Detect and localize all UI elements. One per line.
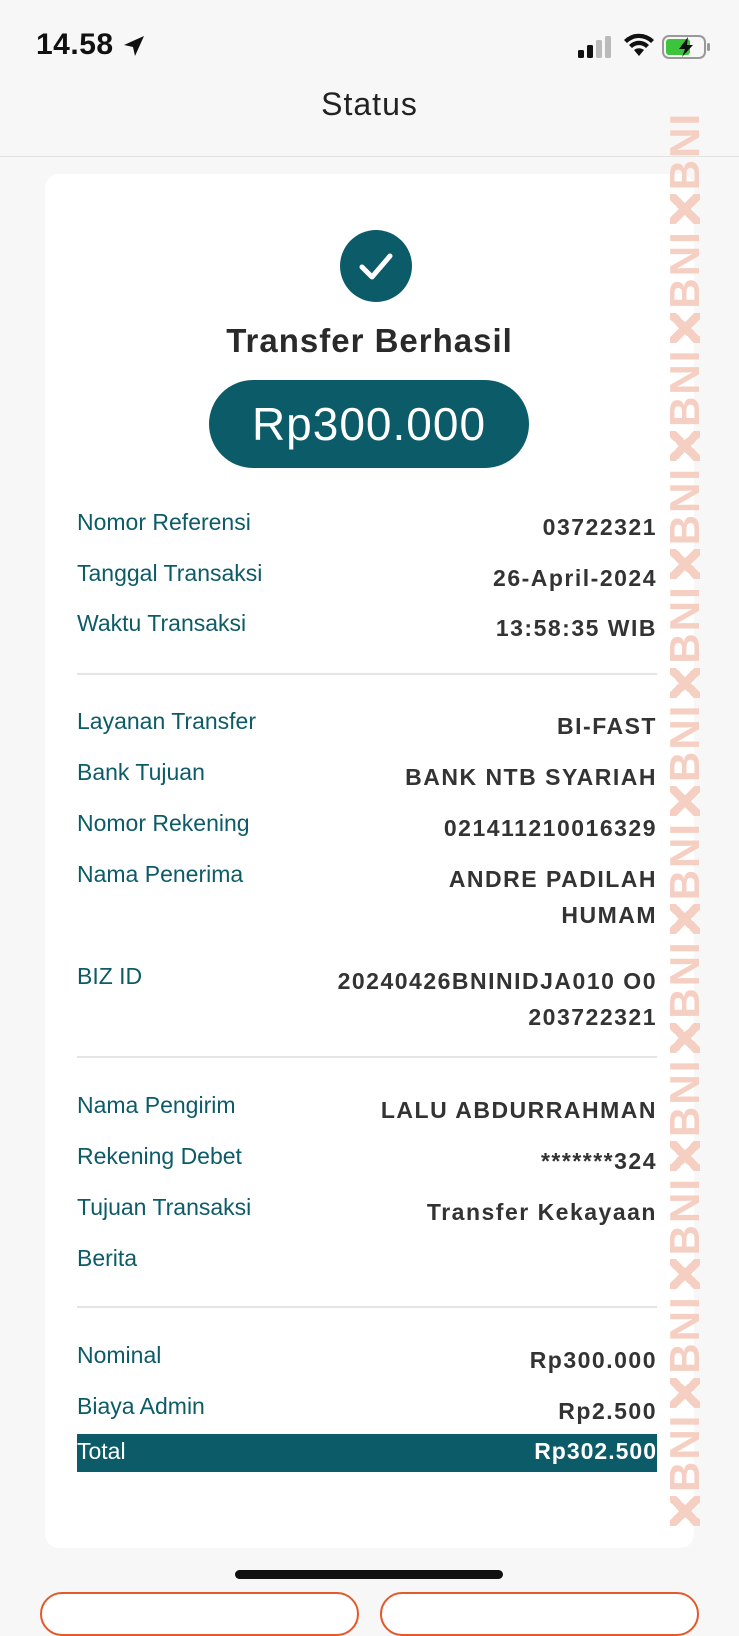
bni-watermark-text: BNI (661, 940, 708, 1019)
bni-logo-mark-icon (670, 431, 700, 461)
bni-watermark-text: BNI (661, 466, 708, 546)
bni-logo-mark-icon (670, 194, 700, 224)
detail-value: 20240426BNINIDJA010 O0203722321 (337, 968, 657, 1030)
detail-value: Transfer Kekayaan (426, 1199, 657, 1225)
detail-label: Tujuan Transaksi (77, 1194, 252, 1220)
bni-watermark-text: BNI (661, 703, 708, 782)
detail-value: ANDRE PADILAH HUMAM (448, 866, 657, 928)
divider (77, 1056, 657, 1058)
divider (77, 673, 657, 675)
total-value: Rp302.500 (534, 1438, 657, 1464)
bni-watermark-text: BNI (661, 348, 708, 427)
detail-label: Nomor Rekening (77, 810, 250, 836)
detail-value: Rp300.000 (529, 1347, 657, 1373)
detail-label: Berita (77, 1245, 138, 1271)
nav-header (0, 74, 739, 157)
home-indicator (235, 1570, 503, 1579)
detail-value: LALU ABDURRAHMAN (380, 1097, 657, 1123)
bni-logo-mark-icon (670, 1141, 700, 1171)
bni-watermark-text: BNI (661, 1058, 708, 1137)
detail-label: Layanan Transfer (77, 708, 257, 734)
bni-watermark-text: BNI (661, 111, 708, 191)
bni-watermark-text: BNI (661, 585, 708, 664)
bni-watermark-text: BNI (661, 1176, 708, 1256)
detail-label: BIZ ID (77, 963, 143, 989)
detail-value: 26-April-2024 (493, 565, 657, 591)
bni-logo-mark-icon (670, 904, 700, 934)
total-row (77, 1434, 657, 1472)
bni-logo-mark-icon (670, 1023, 700, 1053)
bni-logo-mark-icon (670, 786, 700, 816)
bni-watermark (645, 111, 725, 1532)
detail-value: 021411210016329 (443, 815, 657, 841)
detail-value: Rp2.500 (558, 1398, 657, 1424)
detail-value: 13:58:35 WIB (495, 615, 657, 641)
detail-label: Bank Tujuan (77, 759, 205, 785)
bottom-action-button-right[interactable] (380, 1592, 699, 1636)
bni-logo-mark-icon (670, 549, 700, 579)
detail-label: Nominal (77, 1342, 162, 1368)
bni-logo-mark-icon (670, 1378, 700, 1408)
divider (77, 1306, 657, 1308)
bni-watermark-text: BNI (661, 1295, 708, 1374)
detail-value: BANK NTB SYARIAH (405, 764, 657, 790)
detail-label: Nomor Referensi (77, 509, 251, 535)
detail-label: Tanggal Transaksi (77, 560, 263, 586)
bni-logo-mark-icon (670, 1259, 700, 1289)
page-title: Status (321, 86, 418, 122)
detail-value: *******324 (540, 1148, 657, 1174)
bni-logo-mark-icon (670, 668, 700, 698)
bni-watermark-text: BNI (661, 1413, 708, 1492)
detail-value: BI-FAST (557, 713, 657, 739)
bni-logo-mark-icon (670, 1496, 700, 1526)
receipt-card (45, 111, 708, 1548)
total-label: Total (77, 1438, 126, 1464)
clock: 14.58 (36, 28, 114, 61)
transfer-status-headline: Transfer Berhasil (226, 322, 513, 359)
detail-label: Nama Penerima (77, 861, 244, 887)
wifi-icon (622, 32, 656, 58)
battery-charging-icon (662, 34, 712, 60)
bni-watermark-text: BNI (661, 821, 708, 901)
detail-label: Biaya Admin (77, 1393, 205, 1419)
detail-label: Nama Pengirim (77, 1092, 236, 1118)
detail-label: Rekening Debet (77, 1143, 242, 1169)
cellular-signal-icon (578, 36, 614, 58)
detail-value: 03722321 (542, 514, 657, 540)
transfer-amount: Rp300.000 (209, 380, 529, 468)
location-arrow-icon (122, 34, 146, 58)
bni-watermark-text: BNI (661, 230, 708, 309)
detail-label: Waktu Transaksi (77, 610, 247, 636)
bottom-action-button-left[interactable] (40, 1592, 359, 1636)
success-check-icon (340, 230, 412, 302)
